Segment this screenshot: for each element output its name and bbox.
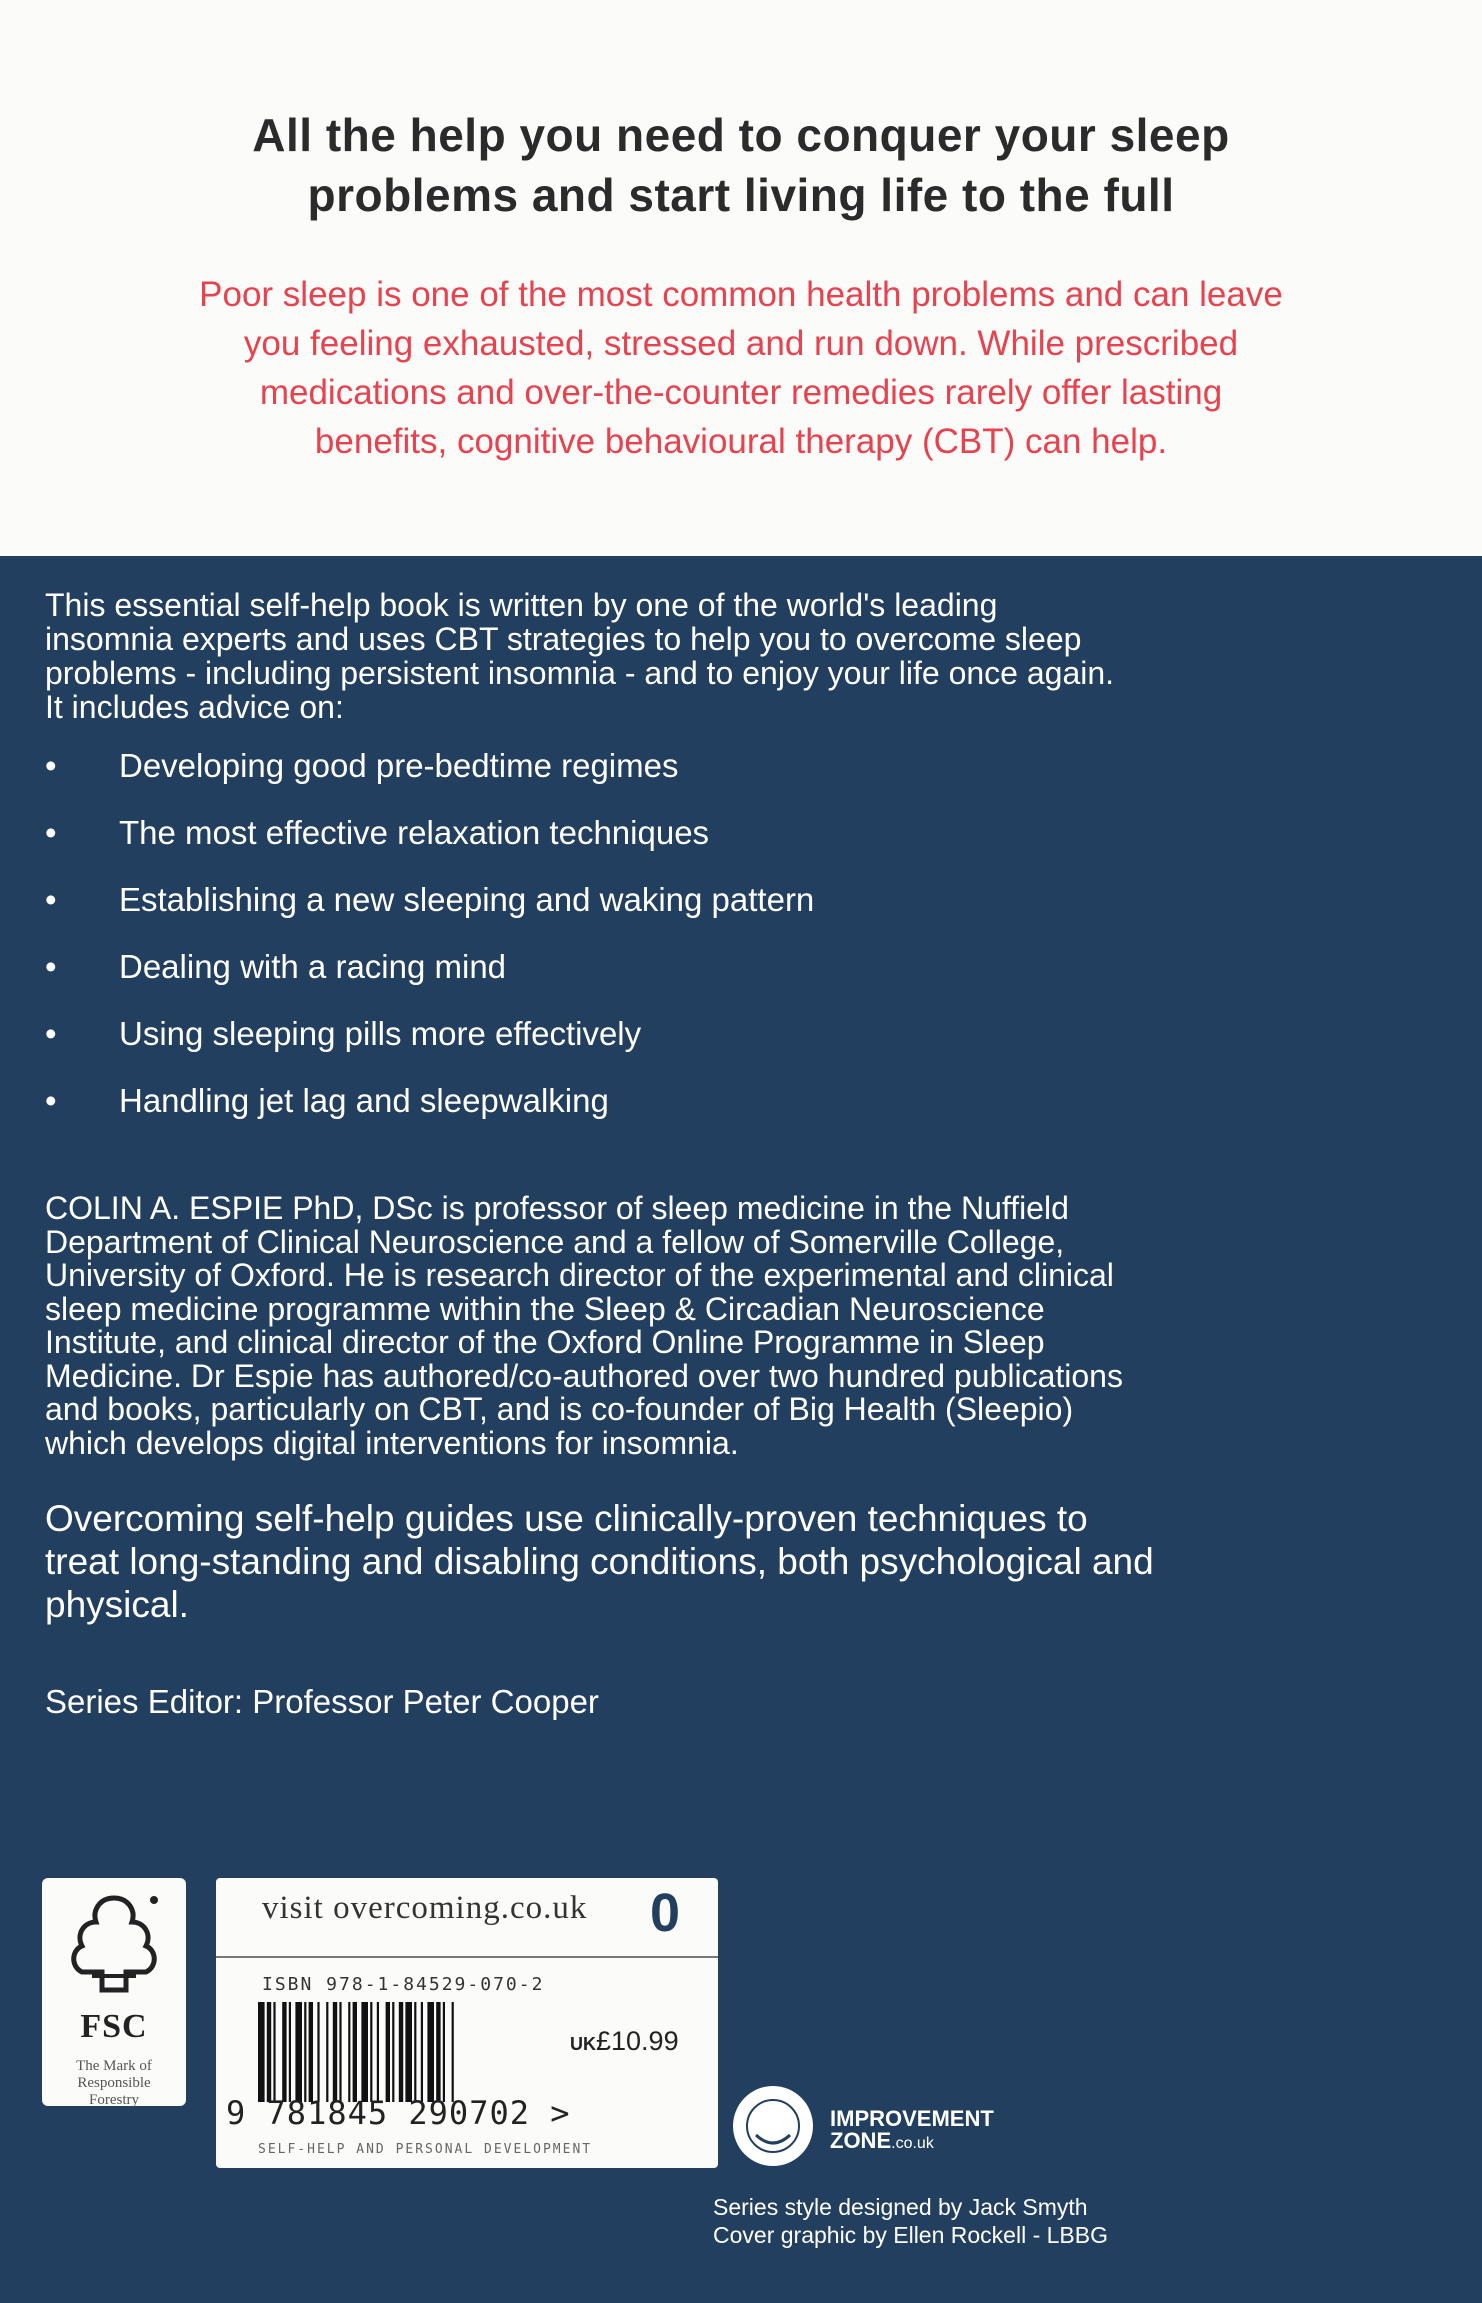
iz-line2 — [830, 2130, 994, 2155]
bullet-icon: • — [45, 1082, 57, 1119]
bio-line: Department of Clinical Neuroscience and a fellow of Somerville College, — [45, 1223, 1065, 1260]
description-line: It includes advice on: — [45, 689, 344, 725]
top-section — [0, 0, 1482, 555]
list-item-label: Handling jet lag and sleepwalking — [119, 1082, 609, 1119]
bio-line: which develops digital interventions for insomnia. — [45, 1424, 739, 1461]
headline-line: All the help you need to conquer your sleep — [252, 109, 1230, 161]
intro-line: medications and over-the-counter remedies rarely offer lasting — [259, 373, 1223, 412]
series-mark-icon: 0 — [650, 1883, 681, 1943]
bio-line: sleep medicine programme within the Sleep & Circadian Neuroscience — [45, 1290, 1045, 1327]
series-description — [45, 1497, 1445, 1626]
list-item — [45, 880, 814, 947]
bullet-icon: • — [45, 881, 57, 918]
series-line: Overcoming self-help guides use clinically-proven techniques to — [45, 1498, 1088, 1539]
description-line: This essential self-help book is written by one of the world's leading — [45, 587, 998, 623]
price-value: £10.99 — [596, 2026, 679, 2056]
intro-line: Poor sleep is one of the most common health problems and can leave — [199, 275, 1283, 314]
fsc-tagline-line: Responsible — [77, 2075, 151, 2091]
iz-zone: ZONE — [830, 2128, 892, 2153]
iz-line1: IMPROVEMENT — [830, 2106, 994, 2131]
improvement-zone-logo-icon — [732, 2085, 814, 2167]
list-item — [45, 746, 814, 813]
bio-line: Medicine. Dr Espie has authored/co-authored over two hundred publications — [45, 1357, 1123, 1394]
list-item-label: The most effective relaxation techniques — [119, 814, 710, 851]
list-item — [45, 947, 814, 1014]
credit-line: Series style designed by Jack Smyth — [713, 2194, 1088, 2220]
headline-line: problems and start living life to the full — [307, 169, 1175, 221]
fsc-tagline-line: Forestry — [89, 2092, 139, 2108]
intro-text — [60, 270, 1422, 466]
barcode-icon — [258, 2002, 550, 2102]
list-item-label: Using sleeping pills more effectively — [119, 1015, 642, 1052]
list-item — [45, 813, 814, 880]
fsc-tagline — [50, 2058, 178, 2109]
improvement-zone-label — [830, 2108, 994, 2155]
divider — [216, 1956, 718, 1958]
bullet-icon: • — [45, 948, 57, 985]
blue-panel — [0, 556, 1482, 2303]
bio-line: University of Oxford. He is research director of the experimental and clinical — [45, 1257, 1114, 1293]
website-link[interactable]: visit overcoming.co.uk — [262, 1890, 588, 1926]
bio-line: and books, particularly on CBT, and is co-founder of Big Health (Sleepio) — [45, 1391, 1074, 1427]
list-item-label: Dealing with a racing mind — [119, 948, 507, 985]
description-line: insomnia experts and uses CBT strategies to help you to overcome sleep — [45, 621, 1082, 657]
author-bio — [45, 1192, 1445, 1460]
bullet-icon: • — [45, 814, 57, 851]
price-prefix: UK — [570, 2034, 596, 2054]
fsc-badge — [42, 1878, 186, 2106]
bio-line: COLIN A. ESPIE PhD, DSc is professor of sleep medicine in the Nuffield — [45, 1190, 1069, 1226]
isbn-text: ISBN 978-1-84529-070-2 — [262, 1974, 545, 1995]
price — [570, 2026, 679, 2057]
description-line: problems - including persistent insomnia - and to enjoy your life once again. — [45, 655, 1115, 691]
credit-line: Cover graphic by Ellen Rockell - LBBG — [713, 2222, 1108, 2248]
bullet-icon: • — [45, 747, 57, 784]
series-editor: Series Editor: Professor Peter Cooper — [45, 1683, 599, 1720]
list-item-label: Establishing a new sleeping and waking pattern — [119, 881, 815, 918]
series-line: treat long-standing and disabling conditions, both psychological and — [45, 1541, 1154, 1582]
headline — [0, 105, 1482, 225]
bullet-icon: • — [45, 1015, 57, 1052]
design-credits — [713, 2193, 1108, 2249]
intro-line: benefits, cognitive behavioural therapy (CBT) can help. — [314, 422, 1168, 461]
fsc-label: FSC — [80, 2008, 148, 2045]
series-line: physical. — [45, 1584, 189, 1625]
book-category: SELF-HELP AND PERSONAL DEVELOPMENT — [258, 2142, 593, 2157]
intro-line: you feeling exhausted, stressed and run down. While prescribed — [243, 324, 1239, 363]
fsc-tree-logo-icon — [62, 1890, 166, 2000]
barcode-label — [216, 1878, 718, 2168]
list-item — [45, 1014, 814, 1081]
list-item-label: Developing good pre-bedtime regimes — [119, 747, 679, 784]
barcode-digits: 9 781845 290702 > — [226, 2094, 571, 2132]
description-paragraph — [45, 588, 1445, 724]
fsc-tagline-line: The Mark of — [76, 2058, 152, 2074]
list-item — [45, 1081, 814, 1148]
advice-list — [45, 746, 814, 1148]
bio-line: Institute, and clinical director of the Oxford Online Programme in Sleep — [45, 1324, 1045, 1360]
iz-suffix: .co.uk — [891, 2135, 934, 2152]
